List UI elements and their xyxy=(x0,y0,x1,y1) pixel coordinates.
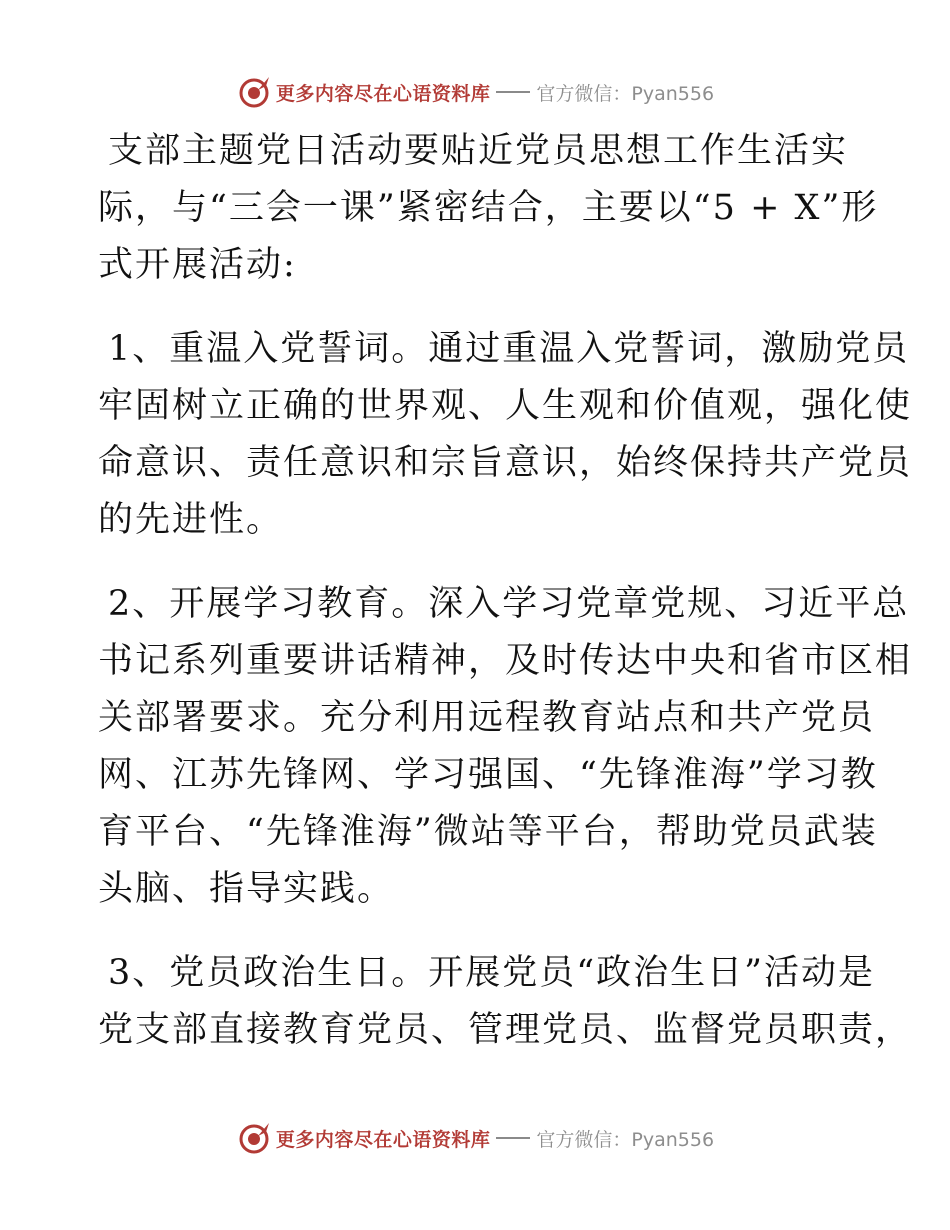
text-line: 1、重温入党誓词。通过重温入党誓词，激励党员 xyxy=(108,329,910,369)
text-line: 书记系列重要讲话精神，及时传达中央和省市区相 xyxy=(98,641,913,681)
text-line: 关部署要求。充分利用远程教育站点和共产党员 xyxy=(98,698,876,738)
footer-watermark xyxy=(0,1118,950,1158)
watermark-sub: 官方微信：Pyan556 xyxy=(536,82,715,105)
text-line: 3、党员政治生日。开展党员“政治生日”活动是 xyxy=(108,953,876,993)
paragraph-item-1 xyxy=(98,321,913,549)
header-watermark xyxy=(0,72,950,112)
paragraph-intro xyxy=(98,123,879,294)
watermark-dash xyxy=(496,91,530,93)
quill-seal-icon xyxy=(236,1120,272,1156)
text-line: 支部主题党日活动要贴近党员思想工作生活实 xyxy=(108,131,849,171)
text-line: 际，与“三会一课”紧密结合，主要以“5 + X”形 xyxy=(98,188,879,228)
text-line: 式开展活动: xyxy=(98,245,297,285)
quill-seal-icon xyxy=(236,74,272,110)
text-line: 2、开展学习教育。深入学习党章党规、习近平总 xyxy=(108,584,910,624)
paragraph-item-2 xyxy=(98,576,913,918)
watermark-brand: 更多内容尽在心语资料库 xyxy=(275,82,491,105)
document-body xyxy=(98,123,913,1086)
watermark-dash xyxy=(496,1137,530,1139)
text-line: 党支部直接教育党员、管理党员、监督党员职责， xyxy=(98,1010,913,1050)
watermark-brand: 更多内容尽在心语资料库 xyxy=(275,1128,491,1151)
text-line: 的先进性。 xyxy=(98,500,284,540)
text-line: 网、江苏先锋网、学习强国、“先锋淮海”学习教 xyxy=(98,755,878,795)
text-line: 命意识、责任意识和宗旨意识，始终保持共产党员 xyxy=(98,443,913,483)
watermark-sub: 官方微信：Pyan556 xyxy=(536,1128,715,1151)
paragraph-item-3 xyxy=(98,945,913,1059)
text-line: 头脑、指导实践。 xyxy=(98,869,395,909)
text-line: 育平台、“先锋淮海”微站等平台，帮助党员武装 xyxy=(98,812,878,852)
text-line: 牢固树立正确的世界观、人生观和价值观，强化使 xyxy=(98,386,913,426)
